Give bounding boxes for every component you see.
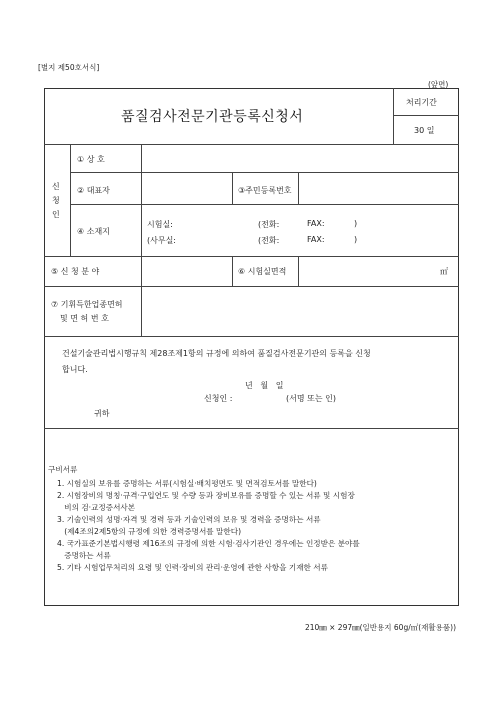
declaration-line1: 건설기술관리법시행규칙 제28조제1항의 규정에 의하여 품질검사전문기관의 등록을 신청 [62,349,371,358]
processing-period-label: 처리기간 [406,98,437,107]
trade-name-label: ① 상 호 [77,155,105,164]
divider [393,115,459,116]
divider [141,256,142,286]
address-label: ④ 소재지 [77,227,110,236]
required-documents-heading: 구비서류 [48,465,78,474]
paper-specification: 210㎜ × 297㎜(일반용지 60g/㎡(재활용품)) [304,623,456,632]
application-field-label: ⑤ 신 청 분 야 [51,267,100,276]
declaration-line2: 합니다. [62,365,88,374]
divider [44,286,459,287]
applicant-char: 청 [52,196,60,205]
resident-number-label: ③주민등록번호 [238,186,292,195]
divider [44,256,459,257]
area-unit: ㎡ [440,267,448,276]
divider [44,144,459,145]
license-label-line1: ⑦ 기휘득한업종면허 [51,300,123,309]
lab-address-label: 시험실: [147,220,173,229]
divider [232,256,233,286]
lab-area-label: ⑥ 시험실면적 [238,267,287,276]
lab-fax-label: FAX: [307,219,325,228]
divider [44,428,459,429]
document-item: 3. 기술인력의 성명·자격 및 경력 등과 기술인력의 보유 및 경력을 증명하는 서류 [57,515,321,524]
lab-close-paren: ) [354,219,358,228]
application-date: 년 월 일 [245,381,284,390]
processing-period-value: 30 일 [414,126,435,135]
document-item: 비의 검·교정증서사본 [57,503,136,512]
divider [141,144,142,256]
lab-phone-label: (전화: [258,220,280,229]
document-item: 4. 국가표준기본법시행령 제16조의 규정에 의한 시험·검사기관인 경우에는 인정받은 분야를 [57,539,360,548]
applicant-char: 신 [52,182,60,191]
form-title: 품질검사전문기관등록신청서 [121,109,304,125]
divider [298,172,299,204]
license-label-line2: 및 면 허 번 호 [60,314,109,323]
office-close-paren: ) [354,235,358,244]
applicant-signature-label: 신청인 : [204,394,233,403]
divider [70,172,459,173]
signature-note: (서명 또는 인) [286,394,336,403]
divider [298,256,299,286]
divider [141,286,142,336]
document-item: 증명하는 서류 [57,551,111,560]
document-item: 1. 시험실의 보유를 증명하는 서류(시험실·배치평면도 및 면적검토서를 말한다) [57,479,317,488]
divider [393,88,394,144]
document-item: 2. 시험장비의 명칭·규격·구입연도 및 수량 등과 장비보유를 증명할 수 있는 서류 및 시험장 [57,491,355,500]
representative-label: ② 대표자 [77,186,110,195]
addressee: 귀하 [94,409,110,418]
applicant-group-label [52,180,60,222]
applicant-char: 인 [52,210,60,219]
divider [232,172,233,204]
office-address-label: (사무실: [147,236,177,245]
divider [70,144,71,256]
front-label: (앞면) [428,80,449,89]
form-number: [별지 제50호서식] [38,63,100,72]
divider [44,336,459,337]
office-phone-label: (전화: [258,236,280,245]
office-fax-label: FAX: [307,235,325,244]
divider [70,204,459,205]
document-item: 5. 기타 시험업무처리의 요령 및 인력·장비의 관리·운영에 관한 사항을 기재한 서류 [57,563,328,572]
document-item: (제4조의2제5항의 규정에 의한 경력증명서를 말한다) [57,527,242,536]
